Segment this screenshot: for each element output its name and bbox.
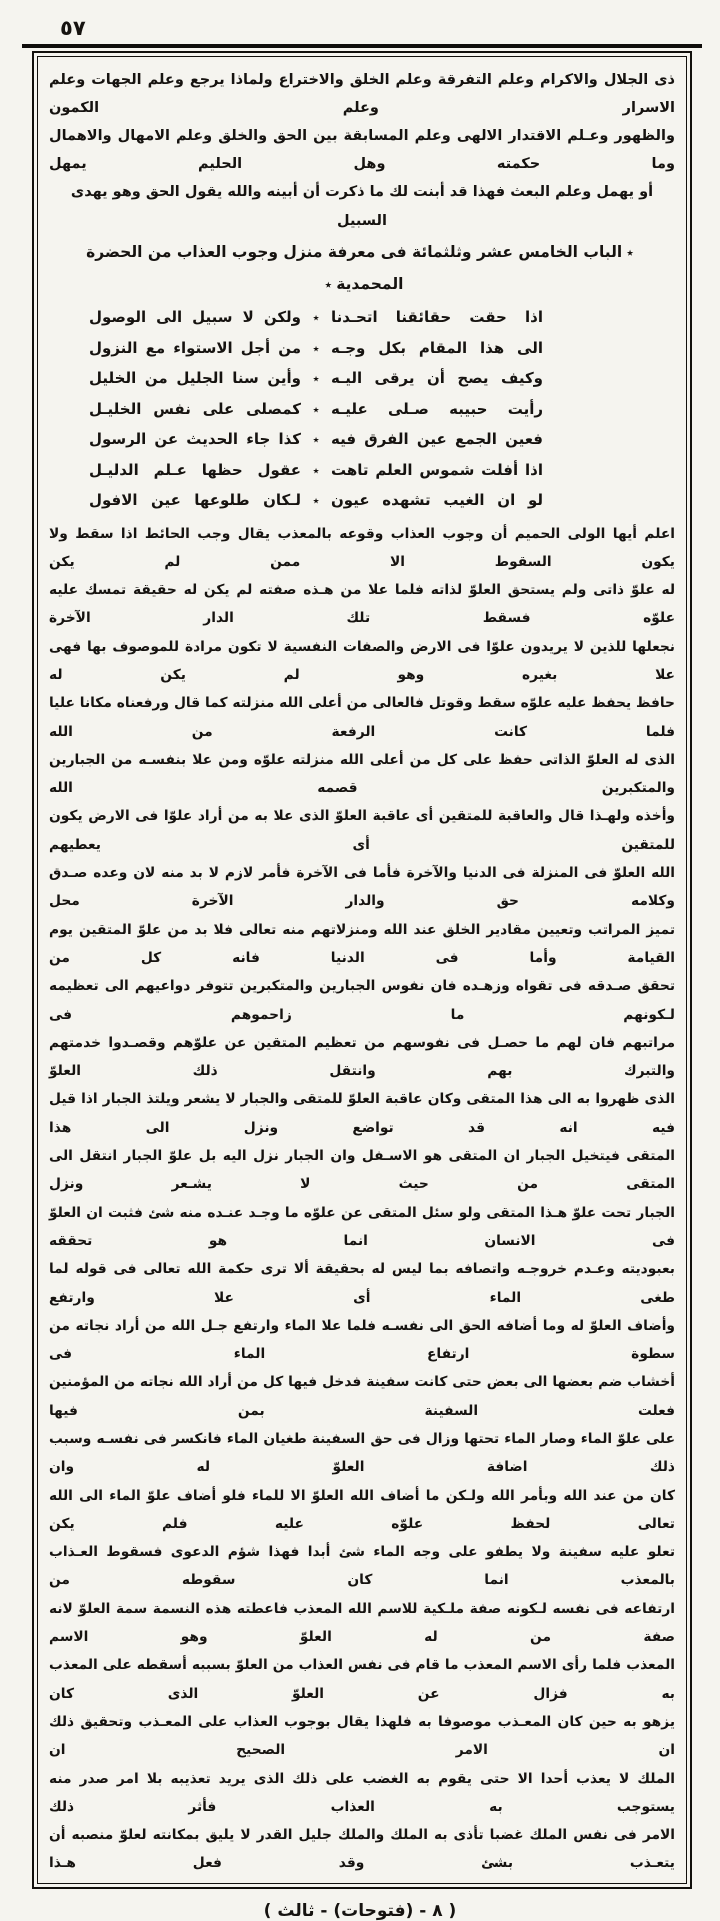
prose-line: وأضاف العلوّ له وما أضافه الحق الى نفسـه فلما علا الماء وارتفع جـل الله من أراد نجاته من سطوة ارتفاع الماء فى bbox=[49, 1317, 675, 1363]
verse-second-hemistich: كذا جاء الحديث عن الرسول bbox=[89, 430, 301, 448]
chapter-heading-text: الباب الخامس عشر وثلثمائة فى معرفة منزل وجوب العذاب من الحضرة المحمدية bbox=[86, 243, 623, 293]
verse-separator-star-icon: ٭ bbox=[312, 311, 320, 326]
chapter-heading bbox=[49, 237, 675, 301]
verse-first-hemistich: رأيت حبيبه صـلى عليـه bbox=[331, 399, 543, 418]
prose-line: على علوّ الماء وصار الماء تحتها وزال فى حق السفينة طغيان الماء فانكسر فى نفسـه وسبب ذلك اضافة العلوّ له وان bbox=[49, 1431, 675, 1476]
header-line: ذى الجلال والاكرام وعلم التفرقة وعلم الخلق والاختراع ولماذا يرجع وعلم الجهات وعلم الاسرار وعلم الكمون bbox=[49, 72, 675, 116]
poem-verse bbox=[3, 456, 629, 487]
verse-separator-star-icon: ٭ bbox=[312, 433, 320, 448]
prose-line: يزهو به حين كان المعـذب موصوفا به فلهذا يقال بوجوب العذاب على المعـذب وتحقيق ذلك ان الامر الصحيح ان bbox=[49, 1713, 675, 1759]
top-divider-rule bbox=[22, 44, 702, 48]
prose-line: أخشاب ضم بعضها الى بعض حتى كانت سفينة فدخل فيها كل من أراد الله نجاته من المؤمنين فعلت السفينة بمن فيها bbox=[49, 1374, 675, 1419]
prose-line: تعلو عليه سفينة ولا يطفو على وجه الماء شئ أبدا فهذا شؤم الدعوى فسقوط العـذاب بالمعذب انما كان سقوطه من bbox=[49, 1544, 675, 1589]
verse-first-hemistich: اذا حقت حقائقنا اتحـدنا bbox=[331, 308, 543, 326]
prose-line: الله العلوّ فى المنزلة فى الدنيا والآخرة فأما فى الآخرة فأمر لازم لا بد منه لان وعده صـدق وكلامه حق والدار الآخرة محل bbox=[49, 865, 675, 910]
prose-line: تحقق صـدقه فى تقواه وزهـده فان نفوس الجبارين والمتكبرين تتوفر دواعيهم الى تعظيمه لـكونهم ما زاحموهم فى bbox=[49, 978, 675, 1023]
verse-first-hemistich: اذا أفلت شموس العلم تاهت bbox=[331, 460, 543, 479]
poem-verse bbox=[3, 395, 629, 426]
verse-separator-star-icon: ٭ bbox=[312, 463, 320, 479]
prose-line: تميز المراتب وتعيين مقادير الخلق عند الله ومنزلاتهم منه تعالى فلا بد من علوّ المتقين يوم القيامة وأما فى الدنيا فانه كل من bbox=[49, 921, 675, 966]
verse-second-hemistich: عقول حظها عـلم الدليـل bbox=[89, 460, 301, 479]
verse-first-hemistich: وكيف يصح أن يرقى اليـه bbox=[331, 369, 543, 387]
verse-separator-star-icon: ٭ bbox=[312, 402, 320, 418]
prose-line: ارتفاعه فى نفسه لـكونه صفة ملـكية للاسم الله المعذب فاعطته هذه النسمة سمة العلوّ لانه صفة من له العلوّ وهو الاسم bbox=[49, 1600, 675, 1646]
verse-second-hemistich: من أجل الاستواء مع النزول bbox=[89, 338, 301, 357]
verse-separator-star-icon: ٭ bbox=[312, 372, 320, 387]
prose-line: الذى ظهروا به الى هذا المتقى وكان عاقبة العلوّ للمتقى والجبار لا يشعر ويلتذ الجبار اذا قيل فيه انه قد تواضع ونزل الى هذا bbox=[49, 1091, 675, 1136]
prose-line: بعبوديته وعـدم خروجـه واتصافه بما ليس له بحقيقة ألا ترى حكمة الله تعالى فى قوله لما طغى الماء أى علا وارتفع bbox=[49, 1261, 675, 1306]
header-closing-line: أو يهمل وعلم البعث فهذا قد أبنت لك ما ذكرت أن أبينه والله يقول الحق وهو يهدى السبيل bbox=[70, 184, 654, 229]
verse-second-hemistich: لـكان طلوعها عين الافول bbox=[89, 491, 301, 509]
text-frame-inner bbox=[37, 56, 687, 1884]
poem-verse bbox=[3, 364, 629, 395]
prose-line: الامر فى نفس الملك غضبا تأذى به الملك والملك جليل القدر لا يليق بمكانته لعلوّ منصبه أن يتعـذب بشئ وقد فعل هـذا bbox=[49, 1827, 675, 1872]
prose-line: المعذب فلما رأى الاسم المعذب ما قام فى نفس العذاب من العلوّ بسببه أسقطه على المعذب به فزال عن العلوّ الذى كان bbox=[49, 1657, 675, 1702]
verse-separator-star-icon: ٭ bbox=[312, 494, 320, 509]
prose-line: له علوّ ذاتى ولم يستحق العلوّ لذاته فلما علا من هـذه صفته لم يكن له حقيقة تمسك عليه علوّه فسقط تلك الدار الآخرة bbox=[49, 582, 675, 627]
verse-second-hemistich: كمصلى على نفس الخليـل bbox=[89, 399, 301, 418]
prose-line: كان من عند الله وبأمر الله ولـكن ما أضاف الله العلوّ الا للماء فلو أضاف علوّ الماء الى الله تعالى لحفظ علوّه عليه فلم يكن bbox=[49, 1487, 675, 1532]
verse-separator-star-icon: ٭ bbox=[312, 341, 320, 357]
prose-line: حافظ يحفظ عليه علوّه سقط وقوتل فالعالى من أعلى الله منزلته كما قال ورفعناه مكانا عليا فلما كانت الرفعة من الله bbox=[49, 695, 675, 740]
heading-star-ornament-left: ٭ bbox=[324, 277, 333, 293]
verse-first-hemistich: لو ان الغيب تشهده عيون bbox=[331, 491, 543, 509]
prose-line: الملك لا يعذب أحدا الا حتى يقوم به الغضب على ذلك الذى يريد تعذيبه بلا امر صدر منه يستوجب به العذاب فأثر ذلك bbox=[49, 1770, 675, 1815]
continuation-header bbox=[49, 66, 675, 178]
poem-verse bbox=[3, 334, 629, 365]
prose-line: وأخذه ولهـذا قال والعاقبة للمتقين أى عاقبة العلوّ الذى علا به من أراد علوّا فى الارض يكون للمتقين أى يعطيهم bbox=[49, 808, 675, 853]
verse-first-hemistich: الى هذا المقام بكل وجـه bbox=[331, 338, 543, 357]
page-number-row bbox=[0, 0, 720, 44]
prose-body bbox=[49, 520, 675, 1878]
prose-line: الذى له العلوّ الذاتى حفظ على كل من أعلى الله منزلته علوّه ومن علا بنفسـه من الجبارين والمتكبرين قصمه الله bbox=[49, 751, 675, 797]
prose-line: المتقى فيتخيل الجبار ان المتقى هو الاسـفل وان الجبار نزل اليه بل علوّ الجبار انتقل الى المتقى من حيث لا يشـعر ونزل bbox=[49, 1148, 675, 1193]
prose-line: نجعلها للذين لا يريدون علوّا فى الارض والصفات النفسية لا تكون مرادة للموصوف بها فهى علا بغيره وهو لم يكن له bbox=[49, 638, 675, 683]
page-number: ٥٧ bbox=[60, 16, 86, 40]
header-line: والظهور وعـلم الاقتدار الالهى وعلم المسابقة بين الحق والخلق وعلم الامهال والاهمال وما حكمته وهل الحليم يمهل bbox=[49, 128, 675, 172]
heading-star-ornament-right: ٭ bbox=[626, 245, 634, 261]
poem-verse bbox=[3, 425, 629, 456]
prose-line: اعلم أيها الولى الحميم أن وجوب العذاب وقوعه بالمعذب يقال وجب الحائط اذا سقط ولا يكون السقوط الا ممن لم يكن bbox=[49, 525, 675, 570]
prose-line: مراتبهم فان لهم ما حصـل فى نفوسهم من تعظيم المتقين عن علوّهم وقصـدوا خدمتهم والتبرك بهم وانتقل ذلك العلوّ bbox=[49, 1034, 675, 1080]
prose-line: الجبار تحت علوّ هـذا المتقى ولو سئل المتقى عن علوّه ما وجـد عنـده منه شئ فثبت ان العلوّ فى الانسان انما هو تحققه bbox=[49, 1204, 675, 1249]
footer-row bbox=[0, 1901, 720, 1921]
volume-signature: ( ٨ - (فتوحات) - ثالث ) bbox=[263, 1900, 457, 1921]
verse-second-hemistich: ولكن لا سبيل الى الوصول bbox=[89, 308, 301, 326]
verse-first-hemistich: فعين الجمع عين الفرق فيه bbox=[331, 430, 543, 448]
poem-verse bbox=[3, 486, 629, 517]
poem-verse bbox=[3, 303, 629, 334]
text-frame-outer bbox=[32, 51, 692, 1889]
poem-block bbox=[49, 303, 675, 517]
verse-second-hemistich: وأين سنا الجليل من الخليل bbox=[89, 369, 301, 387]
